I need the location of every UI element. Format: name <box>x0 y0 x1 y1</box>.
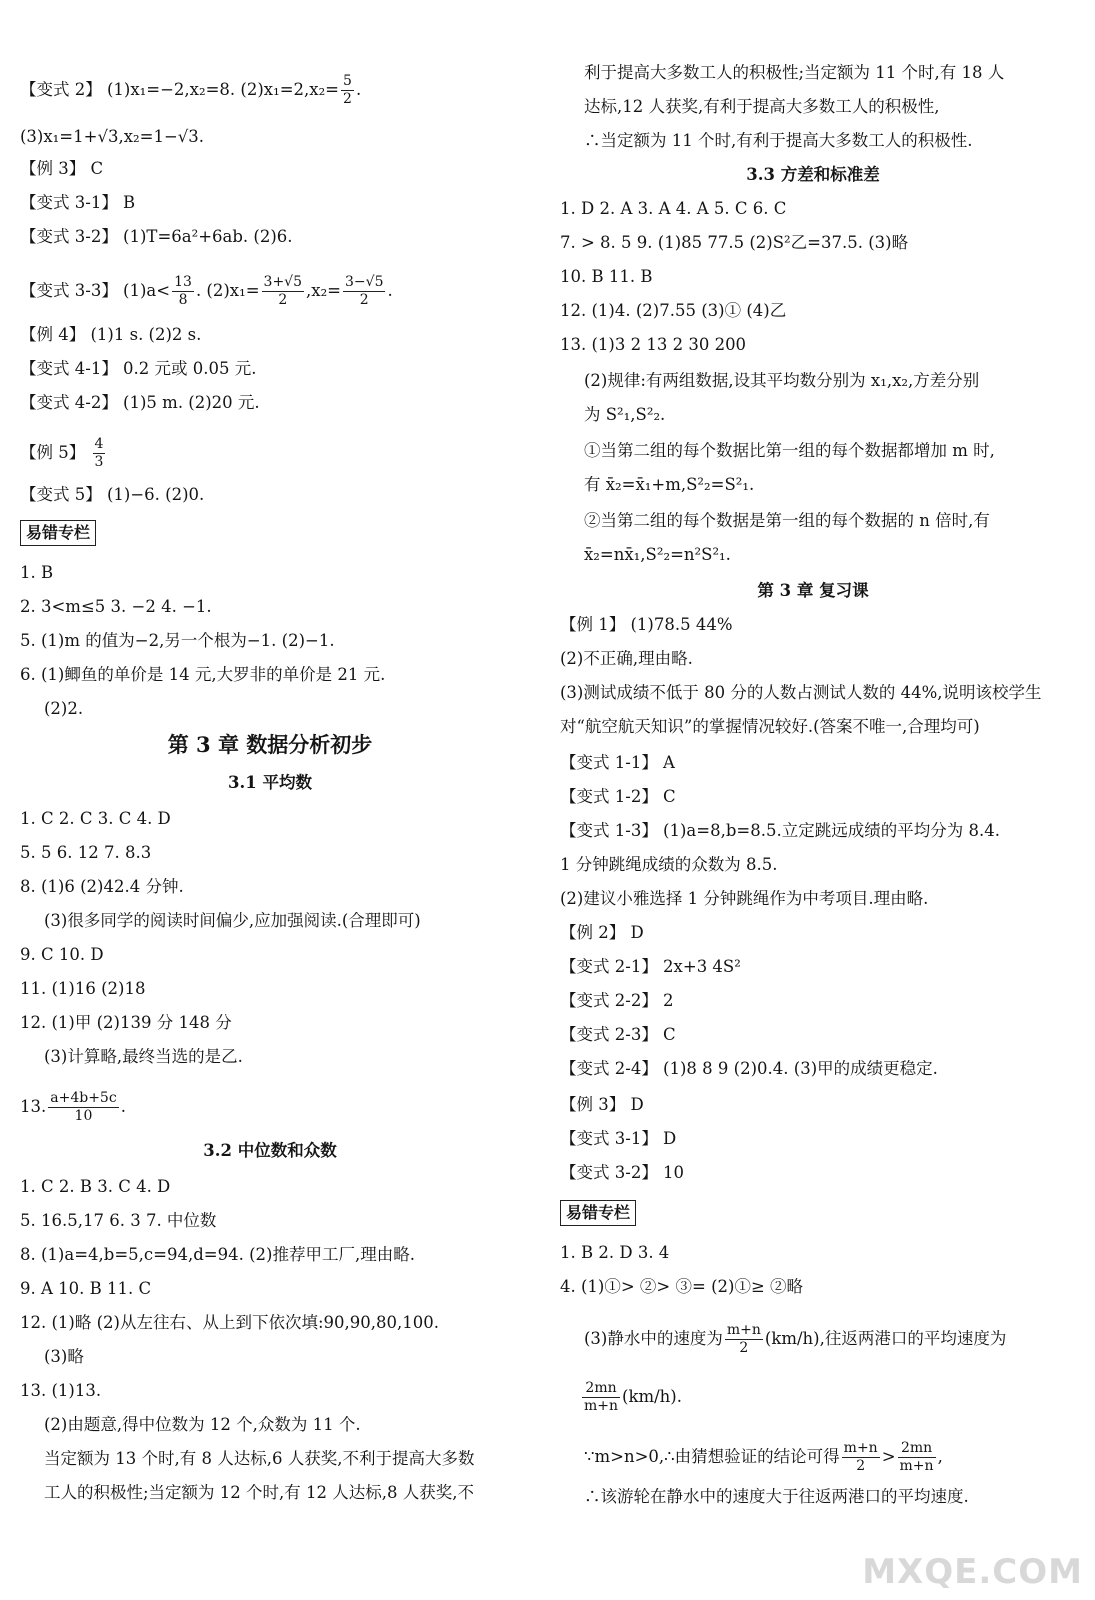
answer-line: 【变式 1-2】 C <box>560 787 676 806</box>
answer-line: 对“航空航天知识”的掌握情况较好.(答案不唯一,合理均可) <box>560 717 980 736</box>
answer-line: 11. (1)16 (2)18 <box>20 979 146 998</box>
answer-line: 【变式 2-2】 2 <box>560 991 674 1010</box>
fraction: $\frac{3-√5}{2}$ <box>345 274 384 308</box>
answer-line: 【变式 4-1】 0.2 元或 0.05 元. <box>20 359 257 378</box>
answer-line: 【变式 1-1】 A <box>560 753 675 772</box>
answer-line: 1. D 2. A 3. A 4. A 5. C 6. C <box>560 199 787 218</box>
answer-line: (3)计算略,最终当选的是乙. <box>44 1047 243 1066</box>
answer-line: ∴该游轮在静水中的速度大于往返两港口的平均速度. <box>584 1487 969 1506</box>
fraction: $\frac{3+√5}{2}$ <box>263 274 303 308</box>
answer-line: ∴当定额为 11 个时,有利于提高大多数工人的积极性. <box>584 131 973 150</box>
answer-line: (3)略 <box>44 1347 84 1366</box>
fraction: $\frac{2mn}{m+n}$ <box>584 1380 619 1414</box>
answer-line: 【变式 2】 (1)x₁=−2,x₂=8. (2)x₁=2,x₂= $\frac{5}{2}$ . <box>20 73 362 107</box>
section-title: 3.1 平均数 <box>228 773 312 792</box>
answer-line: (3)很多同学的阅读时间偏少,应加强阅读.(合理即可) <box>44 911 421 930</box>
answer-line: 利于提高大多数工人的积极性;当定额为 11 个时,有 18 人 <box>584 63 1005 82</box>
answer-line: 8. (1)6 (2)42.4 分钟. <box>20 877 184 896</box>
section-box: 易错专栏 <box>560 1200 636 1226</box>
answer-line: 12. (1)甲 (2)139 分 148 分 <box>20 1013 232 1032</box>
answer-line: 13. $\frac{a+4b+5c}{10}$ . <box>20 1090 126 1124</box>
answer-line: 【变式 1-3】 (1)a=8,b=8.5.立定跳远成绩的平均分为 8.4. <box>560 821 1000 840</box>
answer-line: 【变式 3-1】 B <box>20 193 136 212</box>
watermark-logo: MXQE.COM <box>862 1552 1083 1592</box>
answer-line: 1 分钟跳绳成绩的众数为 8.5. <box>560 855 778 874</box>
answer-line: 【变式 2-1】 2x+3 4S² <box>560 957 741 976</box>
fraction: $\frac{m+n}{2}$ <box>843 1440 878 1474</box>
answer-line: 【变式 4-2】 (1)5 m. (2)20 元. <box>20 393 260 412</box>
fraction: $\frac{2mn}{m+n}$ <box>899 1440 934 1474</box>
answer-line: 【例 1】 (1)78.5 44% <box>560 615 733 634</box>
section-title: 3.3 方差和标准差 <box>746 165 880 184</box>
answer-line: 5. 5 6. 12 7. 8.3 <box>20 843 152 862</box>
answer-line: 【变式 3-3】 (1)a< $\frac{13}{8}$ . (2)x₁= $\frac{3+√5}{2}$ ,x₂= $\frac{3-√5}{2}$ . <box>20 274 393 308</box>
answer-line: 5. 16.5,17 6. 3 7. 中位数 <box>20 1211 217 1230</box>
answer-line: x̄₂=nx̄₁,S²₂=n²S²₁. <box>584 545 731 564</box>
answer-line: 1. C 2. B 3. C 4. D <box>20 1177 171 1196</box>
answer-line: ①当第二组的每个数据比第一组的每个数据都增加 m 时, <box>584 441 995 460</box>
answer-line: 8. (1)a=4,b=5,c=94,d=94. (2)推荐甲工厂,理由略. <box>20 1245 415 1264</box>
answer-line: 4. (1)①> ②> ③= (2)①≥ ②略 <box>560 1277 804 1296</box>
answer-line: 9. A 10. B 11. C <box>20 1279 152 1298</box>
section-box: 易错专栏 <box>20 520 96 546</box>
answer-line: 1. C 2. C 3. C 4. D <box>20 809 171 828</box>
answer-line: 5. (1)m 的值为−2,另一个根为−1. (2)−1. <box>20 631 335 650</box>
answer-line: 9. C 10. D <box>20 945 104 964</box>
answer-line: ②当第二组的每个数据是第一组的每个数据的 n 倍时,有 <box>584 511 990 530</box>
answer-line: (2)建议小雅选择 1 分钟跳绳作为中考项目.理由略. <box>560 889 929 908</box>
answer-line: 【变式 2-4】 (1)8 8 9 (2)0.4. (3)甲的成绩更稳定. <box>560 1059 938 1078</box>
answer-line: 6. (1)鲫鱼的单价是 14 元,大罗非的单价是 21 元. <box>20 665 386 684</box>
fraction: $\frac{m+n}{2}$ <box>726 1322 761 1356</box>
answer-line: $\frac{2mn}{m+n}$ (km/h). <box>584 1380 682 1414</box>
answer-line: 【变式 3-2】 (1)T=6a²+6ab. (2)6. <box>20 227 293 246</box>
answer-line: 【变式 2-3】 C <box>560 1025 676 1044</box>
answer-line: 【例 4】 (1)1 s. (2)2 s. <box>20 325 202 344</box>
answer-line: 达标,12 人获奖,有利于提高大多数工人的积极性, <box>584 97 940 116</box>
answer-line: 10. B 11. B <box>560 267 653 286</box>
answer-line: (2)由题意,得中位数为 12 个,众数为 11 个. <box>44 1415 361 1434</box>
fraction: $\frac{4}{3}$ <box>94 436 104 470</box>
answer-line: (2)不正确,理由略. <box>560 649 693 668</box>
answer-line: 有 x̄₂=x̄₁+m,S²₂=S²₁. <box>584 475 755 494</box>
answer-line: 【例 2】 D <box>560 923 644 942</box>
answer-line: 1. B <box>20 563 54 582</box>
answer-line: 【例 5】 $\frac{4}{3}$ <box>20 436 104 470</box>
answer-line: 【变式 5】 (1)−6. (2)0. <box>20 485 205 504</box>
section-title: 3.2 中位数和众数 <box>203 1141 337 1160</box>
answer-line: 12. (1)4. (2)7.55 (3)① (4)乙 <box>560 301 787 320</box>
answer-line: 13. (1)3 2 13 2 30 200 <box>560 335 747 354</box>
answer-line: 2. 3<m≤5 3. −2 4. −1. <box>20 597 212 616</box>
answer-line: 12. (1)略 (2)从左往右、从上到下依次填:90,90,80,100. <box>20 1313 439 1332</box>
answer-line: 为 S²₁,S²₂. <box>584 405 666 424</box>
answer-line: 工人的积极性;当定额为 12 个时,有 12 人达标,8 人获奖,不 <box>44 1483 475 1502</box>
answer-line: 【变式 3-1】 D <box>560 1129 677 1148</box>
fraction: $\frac{5}{2}$ <box>343 73 352 107</box>
answer-line: 【例 3】 D <box>560 1095 644 1114</box>
answer-line: 【例 3】 C <box>20 159 104 178</box>
answer-line: (2)2. <box>44 699 84 718</box>
answer-line: (3)静水中的速度为 $\frac{m+n}{2}$ (km/h),往返两港口的平均速度为 <box>584 1322 1007 1356</box>
fraction: $\frac{13}{8}$ <box>174 274 192 308</box>
answer-line: 1. B 2. D 3. 4 <box>560 1243 670 1262</box>
chapter-title: 第 3 章 数据分析初步 <box>167 732 373 757</box>
answer-line: ∵m>n>0,∴由猜想验证的结论可得 $\frac{m+n}{2}$ > $\frac{2mn}{m+n}$ , <box>584 1440 943 1474</box>
answer-line: (3)x₁=1+√3,x₂=1−√3. <box>20 127 205 146</box>
fraction: $\frac{a+4b+5c}{10}$ <box>50 1090 117 1124</box>
answer-line: 当定额为 13 个时,有 8 人达标,6 人获奖,不利于提高大多数 <box>44 1449 475 1468</box>
answer-line: (3)测试成绩不低于 80 分的人数占测试人数的 44%,说明该校学生 <box>560 683 1042 702</box>
section-title: 第 3 章 复习课 <box>757 581 869 600</box>
answer-line: (2)规律:有两组数据,设其平均数分别为 x₁,x₂,方差分别 <box>584 371 980 390</box>
answer-line: 【变式 3-2】 10 <box>560 1163 685 1182</box>
answer-line: 7. > 8. 5 9. (1)85 77.5 (2)S²乙=37.5. (3)略 <box>560 233 909 252</box>
answer-line: 13. (1)13. <box>20 1381 102 1400</box>
